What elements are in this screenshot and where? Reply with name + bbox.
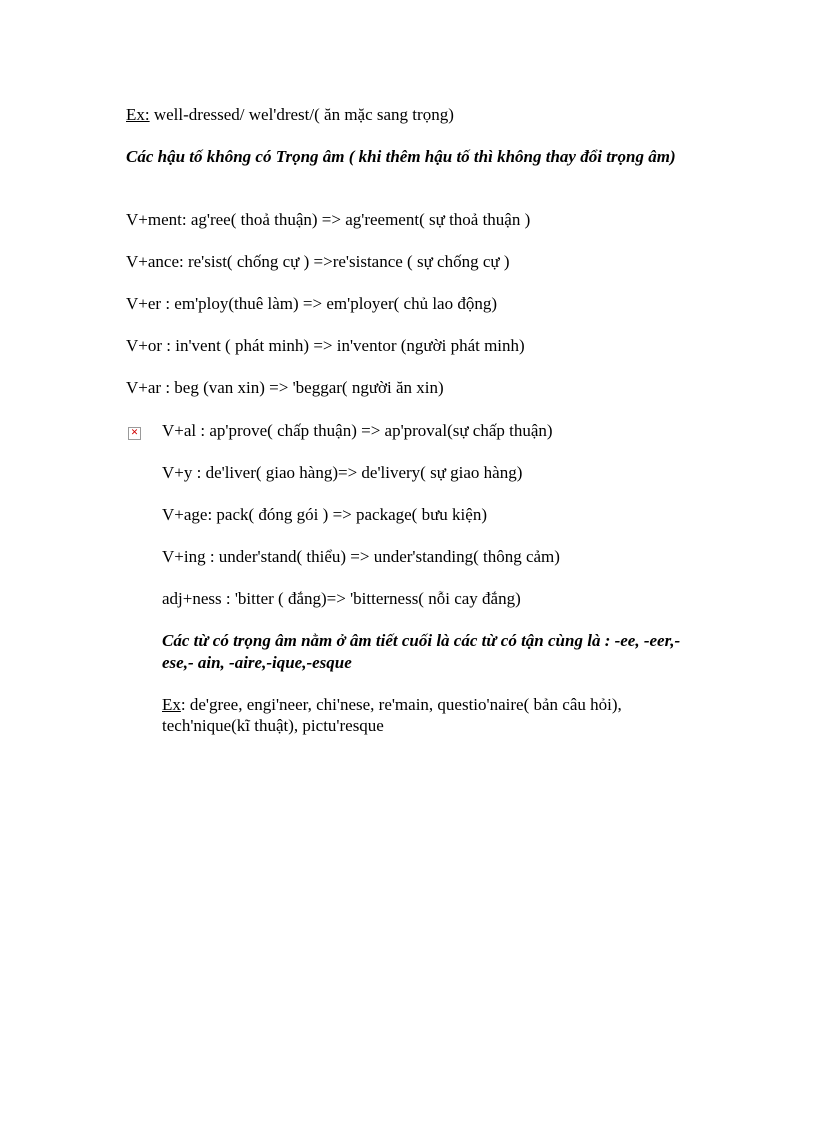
example-label: Ex bbox=[162, 695, 181, 714]
rule-line: V+age: pack( đóng gói ) => package( bưu kiện) bbox=[162, 505, 487, 524]
rule-line: V+or : in'vent ( phát minh) => in'ventor (người phát minh) bbox=[126, 336, 525, 355]
section-heading-unstressed-suffixes: Các hậu tố không có Trọng âm ( khi thêm hậu tố thì không thay đổi trọng âm) bbox=[126, 147, 676, 166]
rule-line: V+ing : under'stand( thiểu) => under'standing( thông cảm) bbox=[162, 547, 560, 566]
rule-line: V+al : ap'prove( chấp thuận) => ap'proval(sự chấp thuận) bbox=[162, 421, 553, 440]
rule-line: V+ance: re'sist( chống cự ) =>re'sistance ( sự chống cự ) bbox=[126, 252, 510, 271]
example-line-1 bbox=[126, 104, 454, 126]
broken-image-icon: ✕ bbox=[128, 427, 141, 440]
rule-line: V+ar : beg (van xin) => 'beggar( người ăn xin) bbox=[126, 378, 444, 397]
example-text: well-dressed/ wel'drest/( ăn mặc sang trọng) bbox=[149, 105, 454, 124]
example-text: : de'gree, engi'neer, chi'nese, re'main, questio'naire( bản câu hỏi), bbox=[180, 695, 622, 714]
rule-line: V+er : em'ploy(thuê làm) => em'ployer( chủ lao động) bbox=[126, 294, 498, 313]
example-line-2-continued: tech'nique(kĩ thuật), pictu'resque bbox=[162, 716, 384, 735]
example-label: Ex: bbox=[126, 105, 150, 124]
rule-line: adj+ness : 'bitter ( đắng)=> 'bitterness( nỗi cay đắng) bbox=[162, 589, 521, 608]
rule-line: V+ment: ag'ree( thoả thuận) => ag'reement( sự thoả thuận ) bbox=[126, 210, 531, 229]
section-heading-final-stress: Các từ có trọng âm nằm ở âm tiết cuối là các từ có tận cùng là : -ee, -eer,- ese,- ain, -aire,-ique,-esque bbox=[162, 631, 681, 672]
rule-line: V+y : de'liver( giao hàng)=> de'livery( sự giao hàng) bbox=[162, 463, 523, 482]
example-line-2 bbox=[162, 694, 622, 716]
